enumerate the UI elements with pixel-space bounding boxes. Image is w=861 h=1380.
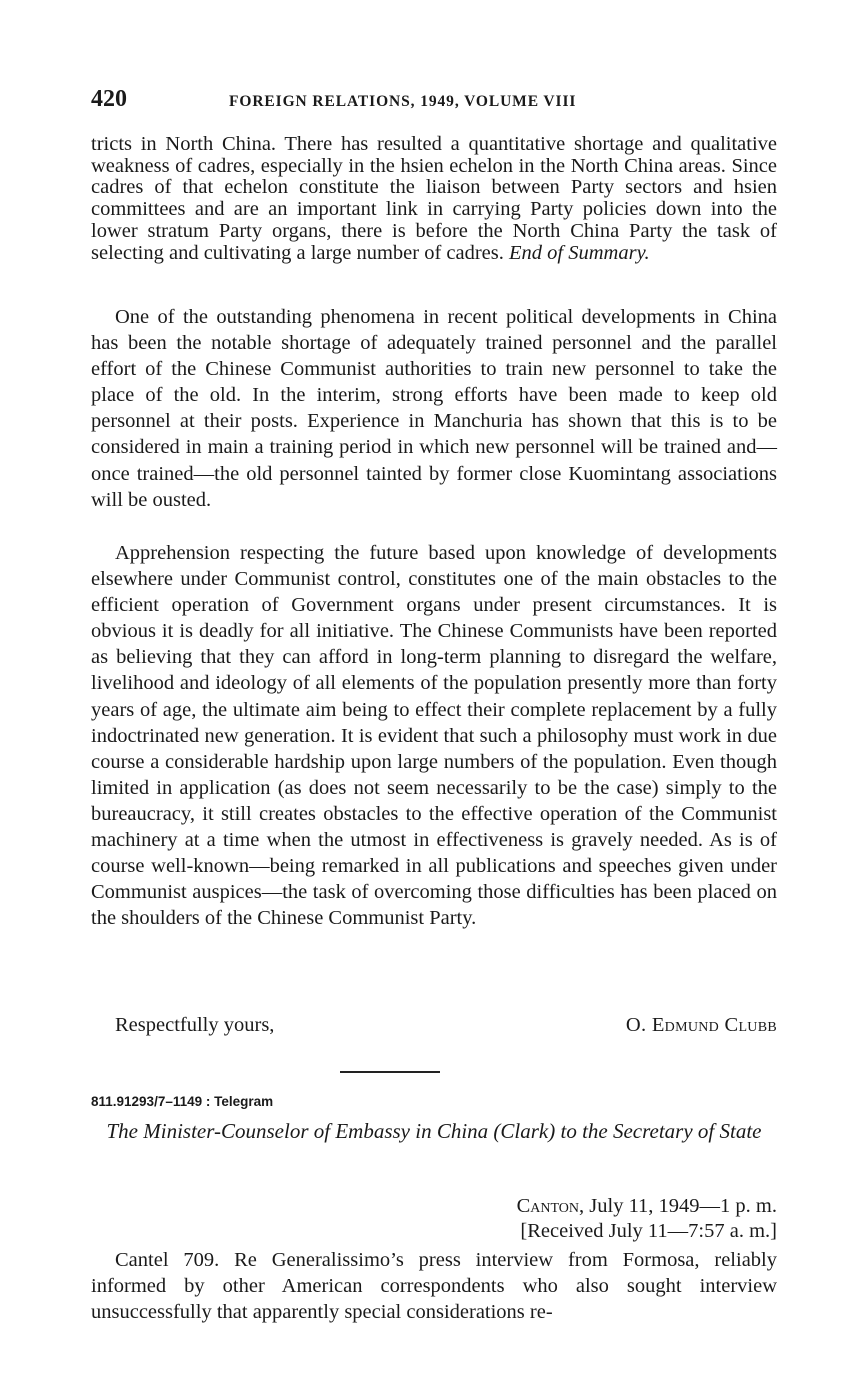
received-line: [Received July 11—7:57 a. m.]	[520, 1220, 777, 1242]
running-title: FOREIGN RELATIONS, 1949, VOLUME VIII	[229, 93, 577, 110]
section-divider	[340, 1071, 440, 1073]
document-heading: The Minister-Counselor of Embassy in China (Clark) to the Secretary of State	[106, 1119, 762, 1143]
body-paragraph-1: One of the outstanding phenomena in recent political developments in China has been the notable shortage of adequately trained personnel and the parallel effort of the Chinese Communist authorities to train new personnel to take the place of the old. In the interim, strong efforts have been made to keep old personnel at their posts. Experience in Manchuria has shown that this is to be considered in main a training period in which new personnel will be trained and—once trained—the old personnel tainted by former close Kuomintang associations will be ousted.	[91, 306, 777, 511]
dateline	[91, 1193, 777, 1219]
closing-line	[91, 1012, 777, 1040]
telegram-opening-paragraph: Cantel 709. Re Generalissimo’s press interview from Formosa, reliably informed by other American correspondents who also sought interview unsuccessfully that apparently special considerations re-	[91, 1249, 777, 1324]
signature: O. Edmund Clubb	[625, 1014, 777, 1036]
summary-text: tricts in North China. There has resulted a quantitative shortage and qualitative weakness of cadres, especially in the hsien echelon in the North China areas. Since cadres of that echelon constitute the liaison between Party sectors and hsien committees and are an important link in carrying Party policies down into the lower stratum Party organs, there is before the North China Party the task of selecting and cultivating a large number of cadres.	[91, 133, 777, 264]
running-head	[91, 86, 781, 116]
body-paragraph-2: Apprehension respecting the future based upon knowledge of developments elsewhere under Communist control, constitutes one of the main obstacles to the efficient operation of Government organs under present circumstances. It is obvious it is deadly for all initiative. The Chinese Communists have been reported as believing that they can afford in long-term planning to disregard the welfare, livelihood and ideology of all elements of the population presently more than forty years of age, the ultimate aim being to effect their complete replacement by a fully indoctrinated new generation. It is evident that such a philosophy must work in due course a considerable hardship upon large numbers of the population. Even though limited in application (as does not seem necessarily to be the case) simply to the bureaucracy, it still creates obstacles to the effective operation of the Communist machinery at a time when the utmost in effectiveness is gravely needed. As is of course well-known—being remarked in all publications and speeches given under Communist auspices—the task of overcoming those difficulties has been placed on the shoulders of the Chinese Communist Party.	[91, 542, 777, 930]
dateline-place: Canton,	[516, 1195, 585, 1217]
end-of-summary-note: End of Summary.	[509, 241, 650, 264]
summary-paragraph	[91, 134, 777, 264]
dateline-date: July 11, 1949—1 p. m.	[589, 1195, 777, 1217]
page-number: 420	[91, 86, 127, 112]
file-reference: 811.91293/7–1149 : Telegram	[91, 1094, 274, 1109]
valediction: Respectfully yours,	[115, 1014, 275, 1036]
